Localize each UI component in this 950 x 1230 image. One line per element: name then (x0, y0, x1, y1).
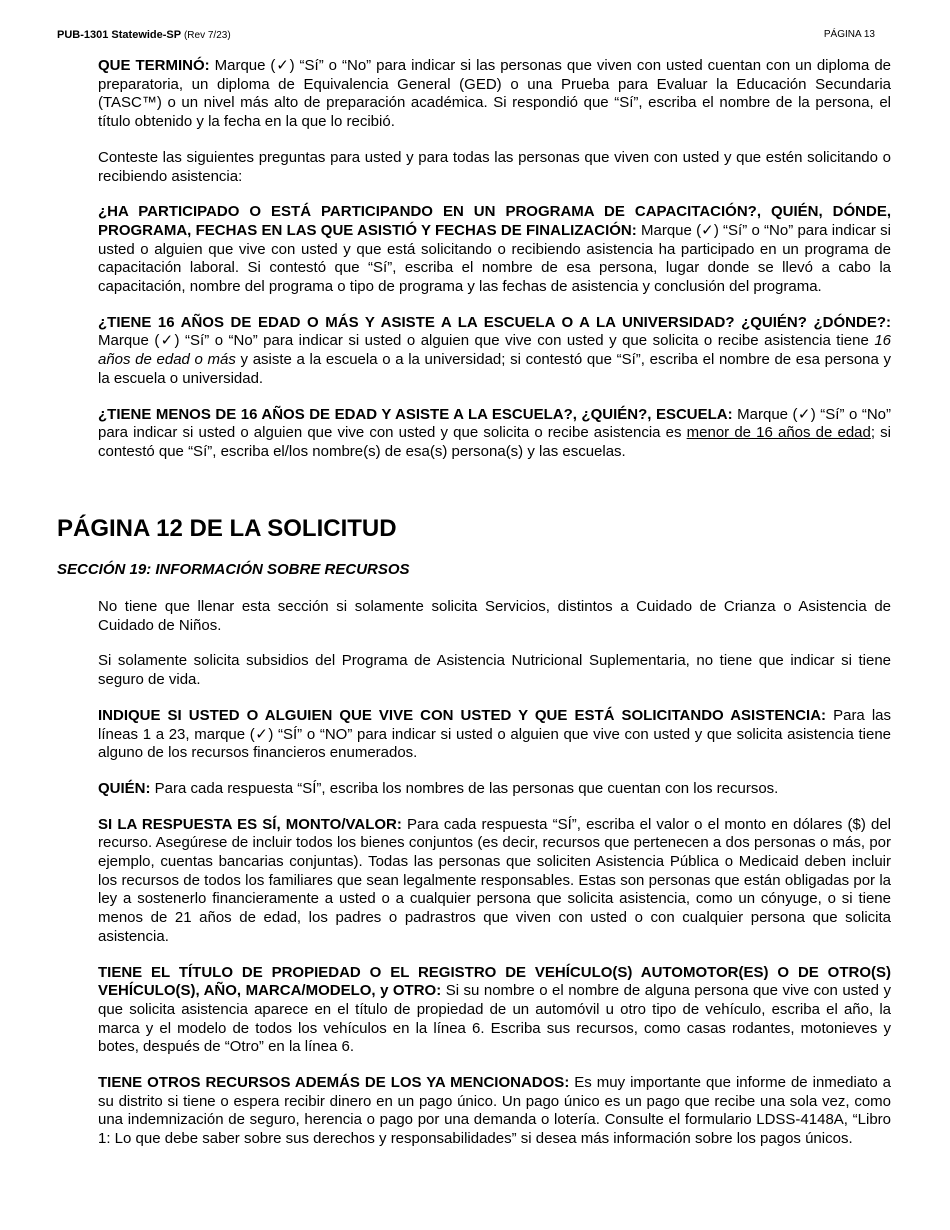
text-monto-valor: Para cada respuesta “SÍ”, escriba el valor o el monto en dólares ($) del recurso. Asegúrese de incluir todos los bienes conjuntos (es decir, recursos que pertenecen a dos personas o más, por ejemplo, cuentas bancarias conjuntas). Todas las personas que soliciten Asistencia Pública o Medicaid deben incluir los recursos de todos los familiares que sean legalmente responsables. Estas son personas que están obligadas por la ley a sostenerlo financieramente a usted o a cualquier persona que solicita asistencia, como un cónyuge, o si tiene menos de 21 años de edad, los padres o padrastros que viven con usted o con cualquier persona que solicita asistencia. (98, 815, 891, 945)
text-menos-16-a: Marque (✓) “Sí” o “No” para indicar si usted o alguien que vive con usted y que solicita o recibe asistencia es (98, 405, 891, 442)
paragraph-conteste: Conteste las siguientes preguntas para usted y para todas las personas que viven con usted y que estén solicitando o recibiendo asistencia: (98, 148, 891, 185)
paragraph-monto-valor (98, 816, 891, 947)
text-indique: Para las líneas 1 a 23, marque (✓) “SÍ” o “NO” para indicar si usted o alguien que vive con usted y que solicita asistencia tiene alguno de los recursos financieros enumerados. (98, 706, 891, 762)
label-que-termino: QUE TERMINÓ: (98, 57, 210, 74)
paragraph-snap: Si solamente solicita subsidios del Programa de Asistencia Nutricional Suplementaria, no tiene que indicar si tiene seguro de vida. (98, 652, 891, 689)
text-menos-16-b: ; si contestó que “Sí”, escriba el/los nombre(s) de esa(s) persona(s) y las escuelas. (98, 424, 892, 460)
text-16-o-mas-b: y asiste a la escuela o a la universidad; si contestó que “Sí”, escriba el nombre de esa persona y la escuela o universidad. (98, 351, 891, 387)
education-instructions (98, 57, 891, 462)
resources-instructions (98, 598, 891, 1149)
paragraph-que-termino (98, 57, 891, 132)
text-16-o-mas-a: Marque (✓) “Sí” o “No” para indicar si usted o alguien que vive con usted y que solicita o recibe asistencia tiene (98, 332, 875, 350)
paragraph-capacitacion (98, 203, 891, 297)
label-indique: INDIQUE SI USTED O ALGUIEN QUE VIVE CON USTED Y QUE ESTÁ SOLICITANDO ASISTENCIA: (98, 706, 827, 724)
label-vehiculos: TIENE EL TÍTULO DE PROPIEDAD O EL REGISTRO DE VEHÍCULO(S) AUTOMOTOR(ES) O DE OTRO(S) VEHÍCULO(S), AÑO, MARCA/MODELO, y OTRO: (98, 963, 891, 1000)
text-capacitacion: Marque (✓) “Sí” o “No” para indicar si usted o alguien que vive con usted y que está solicitando o recibiendo asistencia ha participado en un programa de capacitación laboral. Si contestó que “Sí”, escriba el nombre de esa persona, lugar donde se llevó a cabo la capacitación, nombre del programa o tipo de programa y las fechas de asistencia y conclusión del programa. (98, 221, 891, 296)
page-number: PÁGINA 13 (823, 29, 875, 40)
publication-id (57, 28, 231, 43)
text-que-termino: Marque (✓) “Sí” o “No” para indicar si las personas que viven con usted cuentan con un diploma de preparatoria, un diploma de Equivalencia General (GED) o una Prueba para Evaluar la Educación Secundaria (TASC™) o un nivel más alto de preparación académica. Si respondió que “Sí”, escriba el nombre de la persona, el título obtenido y la fecha en la que lo recibió. (98, 57, 891, 131)
paragraph-menos-16 (98, 406, 891, 462)
paragraph-16-o-mas (98, 314, 891, 389)
text-quien: Para cada respuesta “SÍ”, escriba los nombres de las personas que cuentan con los recursos. (150, 779, 779, 797)
label-16-o-mas: ¿TIENE 16 AÑOS DE EDAD O MÁS Y ASISTE A LA ESCUELA O A LA UNIVERSIDAD? ¿QUIÉN? ¿DÓNDE?: (98, 313, 891, 331)
underline-menor-16: menor de 16 años de edad (686, 424, 871, 442)
label-quien: QUIÉN: (98, 779, 151, 797)
label-capacitacion: ¿HA PARTICIPADO O ESTÁ PARTICIPANDO EN UN PROGRAMA DE CAPACITACIÓN?, QUIÉN, DÓNDE, PROGRAMA, FECHAS EN LAS QUE ASISTIÓ Y FECHAS DE FINALIZACIÓN: (98, 203, 891, 239)
text-vehiculos: Si su nombre o el nombre de alguna persona que vive con usted y que solicita asistencia aparece en el título de propiedad de un automóvil u otro tipo de vehículo, escriba el año, la marca y el modelo de todos los vehículos en la línea 6. Escriba sus recursos, como casas rodantes, motonieves y botes, después de “Otro” en la línea 6. (98, 982, 891, 1056)
subsection-title: SECCIÓN 19: INFORMACIÓN SOBRE RECURSOS (57, 561, 410, 578)
label-otros-recursos: TIENE OTROS RECURSOS ADEMÁS DE LOS YA MENCIONADOS: (98, 1074, 570, 1092)
paragraph-otros-recursos (98, 1074, 891, 1149)
publication-code: PUB-1301 Statewide-SP (57, 29, 181, 41)
text-otros-recursos: Es muy importante que informe de inmediato a su distrito si tiene o espera recibir dinero en un pago único. Un pago único es un pago que recibe una sola vez, como una indemnización de seguro, herencia o pago por una demanda o lotería. Consulte el formulario LDSS-4148A, “Libro 1: Lo que debe saber sobre sus derechos y responsabilidades” si desea más información sobre los pagos únicos. (98, 1074, 891, 1148)
label-menos-16: ¿TIENE MENOS DE 16 AÑOS DE EDAD Y ASISTE A LA ESCUELA?, ¿QUIÉN?, ESCUELA: (98, 405, 733, 423)
section-title: PÁGINA 12 DE LA SOLICITUD (57, 515, 397, 542)
revision-date: (Rev 7/23) (183, 30, 231, 41)
paragraph-vehiculos (98, 964, 891, 1058)
label-monto-valor: SI LA RESPUESTA ES SÍ, MONTO/VALOR: (98, 815, 402, 833)
paragraph-indique (98, 707, 891, 763)
italic-16-o-mas: 16 años de edad o más (98, 332, 891, 369)
paragraph-quien (98, 780, 891, 799)
paragraph-no-tiene-que-llenar: No tiene que llenar esta sección si solamente solicita Servicios, distintos a Cuidado de Crianza o Asistencia de Cuidado de Niños. (98, 598, 891, 634)
